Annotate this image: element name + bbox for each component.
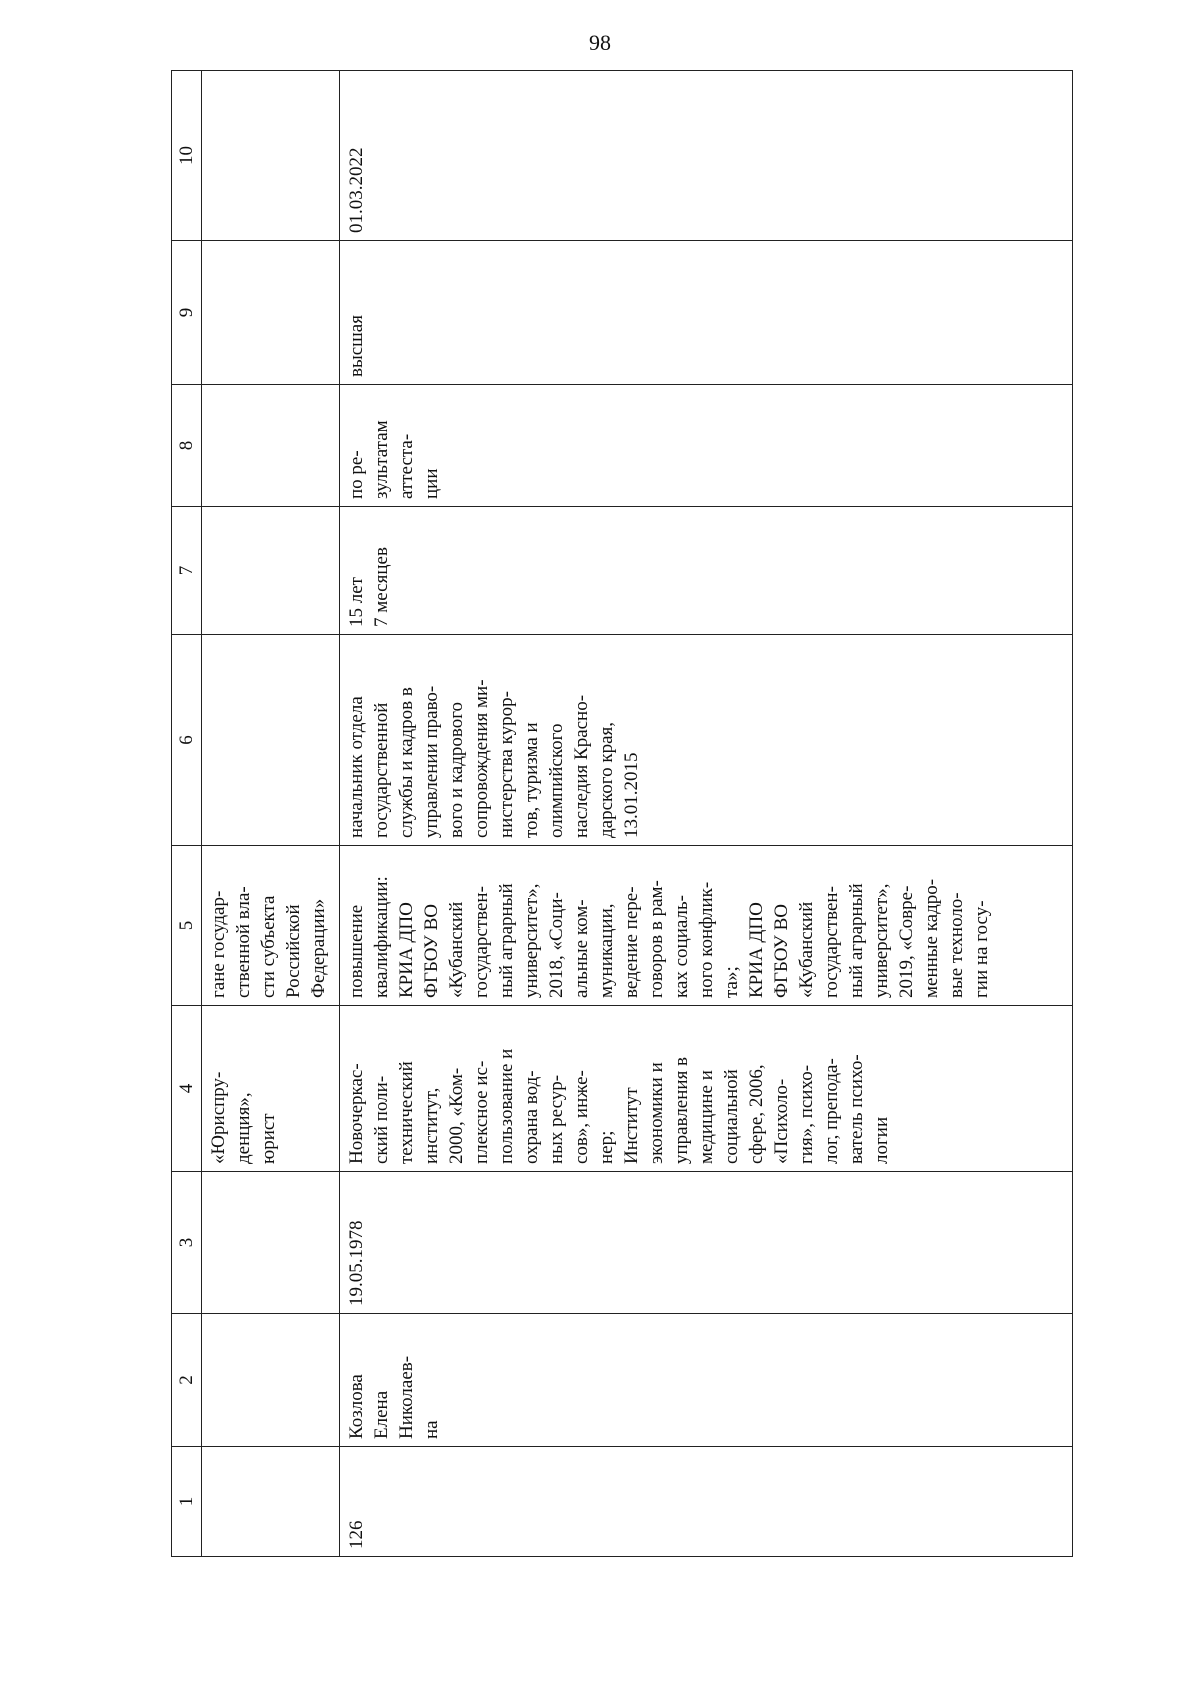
cell-category: высшая — [339, 241, 1072, 385]
cell-education: Новочеркас- ский поли- технический институт, 2000, «Ком- плексное ис- пользование и охрана вод- ных ресур- сов», инже- нер; Институт экономики и управления в медицине и социальной сфере, 2006, «Психоло- гия», психо- лог, препода- ватель психо- логии — [339, 1006, 1072, 1172]
cell-experience — [202, 507, 340, 635]
cell-name: Козлова Елена Николаев- на — [339, 1314, 1072, 1447]
cell-basis — [202, 385, 340, 507]
column-header: 8 — [172, 385, 202, 507]
column-header: 5 — [172, 846, 202, 1006]
page-number: 98 — [589, 30, 611, 55]
column-header: 1 — [172, 1447, 202, 1557]
column-header: 4 — [172, 1006, 202, 1172]
cell-date: 01.03.2022 — [339, 71, 1072, 241]
cell-education: «Юриспру- денция», юрист — [202, 1006, 340, 1172]
cell-basis: по ре- зультатам аттеста- ции — [339, 385, 1072, 507]
column-header: 6 — [172, 635, 202, 846]
cell-position — [202, 635, 340, 846]
cell-birth-date — [202, 1172, 340, 1314]
cell-training: гане государ- ственной вла- сти субъекта Российской Федерации» — [202, 846, 340, 1006]
cell-date — [202, 71, 340, 241]
column-header: 3 — [172, 1172, 202, 1314]
column-header: 10 — [172, 71, 202, 241]
cell-number — [202, 1447, 340, 1557]
cell-position: начальник отдела государственной службы и кадров в управлении право- вого и кадрового сопровождения ми- нистерства курор- тов, туризма и олимпийского наследия Красно- дарского края, 13.01.2015 — [339, 635, 1072, 846]
cell-experience: 15 лет 7 месяцев — [339, 507, 1072, 635]
cell-birth-date: 19.05.1978 — [339, 1172, 1072, 1314]
cell-name — [202, 1314, 340, 1447]
table-row — [202, 71, 340, 1557]
personnel-table — [171, 70, 1073, 1557]
cell-number: 126 — [339, 1447, 1072, 1557]
cell-training: повышение квалификации: КРИА ДПО ФГБОУ ВО «Кубанский государствен- ный аграрный университет», 2018, «Соци- альные ком- муникации, ведение пере- говоров в рам- ках социаль- ного конфлик- та»; КРИА ДПО ФГБОУ ВО «Кубанский государствен- ный аграрный университет», 2019, «Совре- менные кадро- вые техноло- гии на госу- — [339, 846, 1072, 1006]
cell-category — [202, 241, 340, 385]
column-header: 7 — [172, 507, 202, 635]
column-header: 9 — [172, 241, 202, 385]
table-row — [339, 71, 1072, 1557]
rotated-table-sheet — [171, 71, 1073, 1557]
column-header: 2 — [172, 1314, 202, 1447]
header-row — [172, 71, 202, 1557]
